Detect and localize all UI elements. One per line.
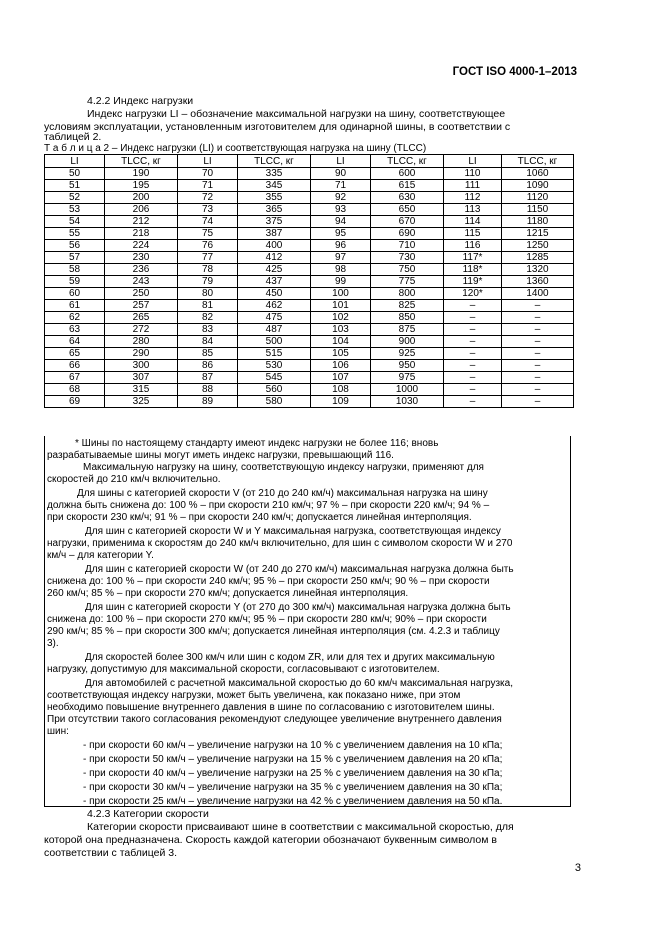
- table-cell: 69: [45, 396, 105, 408]
- table-cell: 300: [105, 360, 178, 372]
- table-cell: 335: [238, 168, 311, 180]
- table-cell: 462: [238, 300, 311, 312]
- section-4-2-2-body-line1: Индекс нагрузки LI – обозначение максимальной нагрузки на шину, соответствующее: [87, 108, 506, 120]
- table-row: [45, 300, 574, 312]
- table-cell: 1180: [502, 216, 574, 228]
- table-note-line: Для шин с категорией скорости Y (от 270 до 300 км/ч) максимальная нагрузка должна быть: [85, 602, 511, 613]
- table-cell: 51: [45, 180, 105, 192]
- table-cell: 96: [311, 240, 371, 252]
- table-cell: 206: [105, 204, 178, 216]
- section-4-2-3-body-line2: которой она предназначена. Скорость каждой категории обозначают буквенным символом в: [44, 834, 497, 846]
- table-note-line: При отсутствии такого согласования рекомендуют следующее увеличение внутреннего давления: [47, 714, 502, 725]
- table-row: [45, 312, 574, 324]
- table-cell: 243: [105, 276, 178, 288]
- table-note-line: - при скорости 40 км/ч – увеличение нагрузки на 25 % с увеличением давления на 30 кПа;: [83, 768, 503, 779]
- table-cell: 615: [371, 180, 444, 192]
- table-cell: 775: [371, 276, 444, 288]
- table-row: [45, 288, 574, 300]
- section-title-4-2-3: 4.2.3 Категории скорости: [87, 808, 209, 820]
- table-cell: –: [502, 348, 574, 360]
- table-cell: 730: [371, 252, 444, 264]
- table-cell: 315: [105, 384, 178, 396]
- table-cell: 88: [178, 384, 238, 396]
- table-note-line: - при скорости 50 км/ч – увеличение нагрузки на 15 % с увеличением давления на 20 кПа;: [83, 754, 503, 765]
- table-cell: 1090: [502, 180, 574, 192]
- table-cell: 108: [311, 384, 371, 396]
- table-cell: –: [444, 384, 502, 396]
- table-cell: 102: [311, 312, 371, 324]
- table-cell: 78: [178, 264, 238, 276]
- table-cell: –: [444, 372, 502, 384]
- table-cell: 1360: [502, 276, 574, 288]
- table-cell: 107: [311, 372, 371, 384]
- table-cell: 63: [45, 324, 105, 336]
- table-cell: –: [444, 360, 502, 372]
- table-row: [45, 336, 574, 348]
- table-cell: 900: [371, 336, 444, 348]
- table-row: [45, 396, 574, 408]
- table-note-line: 260 км/ч; 85 % – при скорости 270 км/ч; допускается линейная интерполяция.: [47, 588, 409, 599]
- table-cell: 86: [178, 360, 238, 372]
- table-cell: 116: [444, 240, 502, 252]
- table-cell: 99: [311, 276, 371, 288]
- table-cell: 76: [178, 240, 238, 252]
- table-note-line: при скорости 230 км/ч; 91 % – при скорости 240 км/ч; допускается линейная интерполяция.: [47, 512, 472, 523]
- table-cell: 59: [45, 276, 105, 288]
- table-cell: 280: [105, 336, 178, 348]
- table-cell: 120*: [444, 288, 502, 300]
- table-cell: 53: [45, 204, 105, 216]
- table-cell: 85: [178, 348, 238, 360]
- table-cell: 1320: [502, 264, 574, 276]
- table-header-cell: TLCC, кг: [238, 155, 311, 168]
- table-cell: 387: [238, 228, 311, 240]
- table-note-line: должна быть снижена до: 100 % – при скорости 210 км/ч; 97 % – при скорости 220 км/ч; 94 % –: [47, 500, 490, 511]
- table-cell: 825: [371, 300, 444, 312]
- table-cell: 412: [238, 252, 311, 264]
- table-cell: 545: [238, 372, 311, 384]
- table-note-line: соответствующая индексу нагрузки, может быть увеличена, как показано ниже, при этом: [47, 690, 461, 701]
- table-header-cell: LI: [444, 155, 502, 168]
- table-cell: 325: [105, 396, 178, 408]
- table-cell: 75: [178, 228, 238, 240]
- table-cell: 94: [311, 216, 371, 228]
- table-cell: 487: [238, 324, 311, 336]
- table-cell: 97: [311, 252, 371, 264]
- table-cell: 111: [444, 180, 502, 192]
- table-cell: 112: [444, 192, 502, 204]
- table-cell: 250: [105, 288, 178, 300]
- table-note-line: км/ч – для категории Y.: [47, 550, 154, 561]
- table-cell: 750: [371, 264, 444, 276]
- table-cell: 55: [45, 228, 105, 240]
- table-cell: 56: [45, 240, 105, 252]
- table-cell: 73: [178, 204, 238, 216]
- table-note-line: скоростей до 210 км/ч включительно.: [47, 474, 221, 485]
- table-note-line: нагрузку, допустимую для максимальной скорости, согласовывают с изготовителем.: [47, 664, 440, 675]
- table-note-line: Максимальную нагрузку на шину, соответствующую индексу нагрузки, применяют для: [83, 462, 484, 473]
- table-cell: 224: [105, 240, 178, 252]
- table-note-line: необходимо повышение внутреннего давления в шине по согласованию с изготовителем шины.: [47, 702, 495, 713]
- table-cell: 1150: [502, 204, 574, 216]
- table-cell: 200: [105, 192, 178, 204]
- table-cell: 950: [371, 360, 444, 372]
- table-row: [45, 192, 574, 204]
- table-cell: –: [502, 396, 574, 408]
- table-cell: 850: [371, 312, 444, 324]
- table-cell: 580: [238, 396, 311, 408]
- table-note-line: - при скорости 60 км/ч – увеличение нагрузки на 10 % с увеличением давления на 10 кПа;: [83, 740, 503, 751]
- table-cell: 1000: [371, 384, 444, 396]
- table-cell: 80: [178, 288, 238, 300]
- table-cell: 560: [238, 384, 311, 396]
- table-cell: 87: [178, 372, 238, 384]
- table-cell: 77: [178, 252, 238, 264]
- table-cell: 81: [178, 300, 238, 312]
- table-row: [45, 180, 574, 192]
- section-4-2-3-body-line3: соответствии с таблицей 3.: [44, 847, 178, 859]
- table-cell: 875: [371, 324, 444, 336]
- table-cell: 1285: [502, 252, 574, 264]
- table-cell: 119*: [444, 276, 502, 288]
- table-note-line: - при скорости 25 км/ч – увеличение нагрузки на 42 % с увеличением давления на 50 кПа.: [83, 796, 503, 807]
- table-cell: 109: [311, 396, 371, 408]
- table-cell: 530: [238, 360, 311, 372]
- table-body: [45, 168, 574, 408]
- table-cell: 100: [311, 288, 371, 300]
- table-caption: Т а б л и ц а 2 – Индекс нагрузки (LI) и соответствующая нагрузка на шину (TLCC): [44, 143, 427, 154]
- section-title-4-2-2: 4.2.2 Индекс нагрузки: [87, 95, 194, 107]
- table-header-cell: LI: [45, 155, 105, 168]
- table-cell: –: [444, 396, 502, 408]
- table-cell: 400: [238, 240, 311, 252]
- table-cell: 95: [311, 228, 371, 240]
- table-note-line: снижена до: 100 % – при скорости 240 км/ч; 95 % – при скорости 250 км/ч; 90 % – при скорости: [47, 576, 490, 587]
- table-header-cell: TLCC, кг: [105, 155, 178, 168]
- table-cell: –: [502, 300, 574, 312]
- table-cell: 800: [371, 288, 444, 300]
- table-note-line: 3).: [47, 638, 59, 649]
- table-note-line: разрабатываемые шины могут иметь индекс нагрузки, превышающий 116.: [47, 450, 394, 461]
- table-row: [45, 324, 574, 336]
- table-cell: 67: [45, 372, 105, 384]
- table-cell: 1060: [502, 168, 574, 180]
- document-header: ГОСТ ISO 4000-1–2013: [452, 66, 577, 78]
- table-cell: 1030: [371, 396, 444, 408]
- table-note-line: Для скоростей более 300 км/ч или шин с кодом ZR, или для тех и других максимальную: [85, 652, 495, 663]
- table-cell: 82: [178, 312, 238, 324]
- table-row: [45, 216, 574, 228]
- table-note-line: Для автомобилей с расчетной максимальной скоростью до 60 км/ч максимальная нагрузка,: [85, 678, 513, 689]
- table-cell: 93: [311, 204, 371, 216]
- table-cell: 90: [311, 168, 371, 180]
- section-4-2-2-body-line3: таблицей 2.: [44, 131, 102, 143]
- table-note-line: Для шин с категорией скорости W и Y максимальная нагрузка, соответствующая индексу: [85, 526, 501, 537]
- table-header-row: [45, 155, 574, 168]
- table-cell: 475: [238, 312, 311, 324]
- table-row: [45, 372, 574, 384]
- table-cell: 355: [238, 192, 311, 204]
- section-4-2-2-body-line2: условиям эксплуатации, установленным изготовителем для одинарной шины, в соответствии с: [44, 121, 511, 133]
- table-row: [45, 276, 574, 288]
- table-cell: 114: [444, 216, 502, 228]
- table-cell: 437: [238, 276, 311, 288]
- table-row: [45, 384, 574, 396]
- table-cell: 365: [238, 204, 311, 216]
- table-cell: 450: [238, 288, 311, 300]
- table-cell: –: [502, 324, 574, 336]
- table-header-cell: TLCC, кг: [371, 155, 444, 168]
- table-cell: 925: [371, 348, 444, 360]
- table-cell: 690: [371, 228, 444, 240]
- table-cell: 1400: [502, 288, 574, 300]
- table-cell: 272: [105, 324, 178, 336]
- table-cell: 79: [178, 276, 238, 288]
- table-cell: 71: [178, 180, 238, 192]
- table-cell: 98: [311, 264, 371, 276]
- table-cell: 65: [45, 348, 105, 360]
- table-cell: –: [502, 336, 574, 348]
- load-index-table: [44, 154, 574, 408]
- table-cell: 630: [371, 192, 444, 204]
- table-note-line: 290 км/ч; 85 % – при скорости 300 км/ч; допускается линейная интерполяция (см. 4.2.3 и таблицу: [47, 626, 500, 637]
- table-cell: 515: [238, 348, 311, 360]
- table-cell: –: [502, 360, 574, 372]
- table-cell: 710: [371, 240, 444, 252]
- table-cell: 72: [178, 192, 238, 204]
- table-cell: 68: [45, 384, 105, 396]
- table-cell: 236: [105, 264, 178, 276]
- table-cell: –: [444, 300, 502, 312]
- table-row: [45, 252, 574, 264]
- table-cell: 50: [45, 168, 105, 180]
- table-cell: 58: [45, 264, 105, 276]
- table-cell: 103: [311, 324, 371, 336]
- table-cell: 54: [45, 216, 105, 228]
- table-cell: 375: [238, 216, 311, 228]
- table-cell: –: [502, 384, 574, 396]
- table-cell: 89: [178, 396, 238, 408]
- table-cell: 62: [45, 312, 105, 324]
- table-cell: 60: [45, 288, 105, 300]
- table-cell: 670: [371, 216, 444, 228]
- table-cell: 425: [238, 264, 311, 276]
- table-cell: 74: [178, 216, 238, 228]
- table-header-cell: TLCC, кг: [502, 155, 574, 168]
- table-note-line: снижена до: 100 % – при скорости 270 км/ч; 95 % – при скорости 280 км/ч; 90% – при скорости: [47, 614, 487, 625]
- table-cell: 265: [105, 312, 178, 324]
- table-row: [45, 360, 574, 372]
- table-cell: 70: [178, 168, 238, 180]
- page-number: 3: [574, 862, 581, 874]
- table-note-line: - при скорости 30 км/ч – увеличение нагрузки на 35 % с увеличением давления на 30 кПа;: [83, 782, 503, 793]
- table-cell: 101: [311, 300, 371, 312]
- table-cell: 212: [105, 216, 178, 228]
- table-note-line: Для шины с категорией скорости V (от 210 до 240 км/ч) максимальная нагрузка на шину: [77, 488, 488, 499]
- table-cell: 104: [311, 336, 371, 348]
- table-cell: 92: [311, 192, 371, 204]
- table-cell: 57: [45, 252, 105, 264]
- table-header-cell: LI: [311, 155, 371, 168]
- table-note-line: шин:: [47, 726, 69, 737]
- table-cell: 84: [178, 336, 238, 348]
- table-cell: 195: [105, 180, 178, 192]
- table-cell: –: [502, 372, 574, 384]
- table-cell: –: [444, 348, 502, 360]
- table-cell: –: [502, 312, 574, 324]
- table-cell: 190: [105, 168, 178, 180]
- table-row: [45, 264, 574, 276]
- table-row: [45, 204, 574, 216]
- table-cell: 66: [45, 360, 105, 372]
- table-cell: 115: [444, 228, 502, 240]
- table-cell: 52: [45, 192, 105, 204]
- table-cell: 218: [105, 228, 178, 240]
- table-row: [45, 228, 574, 240]
- table-cell: –: [444, 312, 502, 324]
- section-4-2-3-body-line1: Категории скорости присваивают шине в соответствии с максимальной скоростью, для: [87, 821, 514, 833]
- table-row: [45, 168, 574, 180]
- table-cell: 345: [238, 180, 311, 192]
- table-cell: –: [444, 324, 502, 336]
- table-cell: 307: [105, 372, 178, 384]
- table-cell: 117*: [444, 252, 502, 264]
- table-cell: 118*: [444, 264, 502, 276]
- table-cell: 110: [444, 168, 502, 180]
- table-notes-box: [44, 436, 571, 807]
- table-cell: 500: [238, 336, 311, 348]
- table-cell: 61: [45, 300, 105, 312]
- table-row: [45, 348, 574, 360]
- table-cell: 1215: [502, 228, 574, 240]
- table-cell: 650: [371, 204, 444, 216]
- table-note-line: Для шин с категорией скорости W (от 240 до 270 км/ч) максимальная нагрузка должна быть: [85, 564, 514, 575]
- table-cell: 600: [371, 168, 444, 180]
- table-cell: 64: [45, 336, 105, 348]
- table-cell: 71: [311, 180, 371, 192]
- table-note-line: нагрузки, применима к скоростям до 240 км/ч включительно, для шин с символом скорости W и 270: [47, 538, 513, 549]
- table-cell: 113: [444, 204, 502, 216]
- table-header-cell: LI: [178, 155, 238, 168]
- table-cell: 106: [311, 360, 371, 372]
- table-cell: 230: [105, 252, 178, 264]
- table-cell: 105: [311, 348, 371, 360]
- table-cell: 975: [371, 372, 444, 384]
- table-cell: 1120: [502, 192, 574, 204]
- table-cell: 83: [178, 324, 238, 336]
- table-cell: 290: [105, 348, 178, 360]
- table-cell: 1250: [502, 240, 574, 252]
- table-cell: 257: [105, 300, 178, 312]
- table-note-line: * Шины по настоящему стандарту имеют индекс нагрузки не более 116; вновь: [75, 438, 439, 449]
- table-cell: –: [444, 336, 502, 348]
- table-row: [45, 240, 574, 252]
